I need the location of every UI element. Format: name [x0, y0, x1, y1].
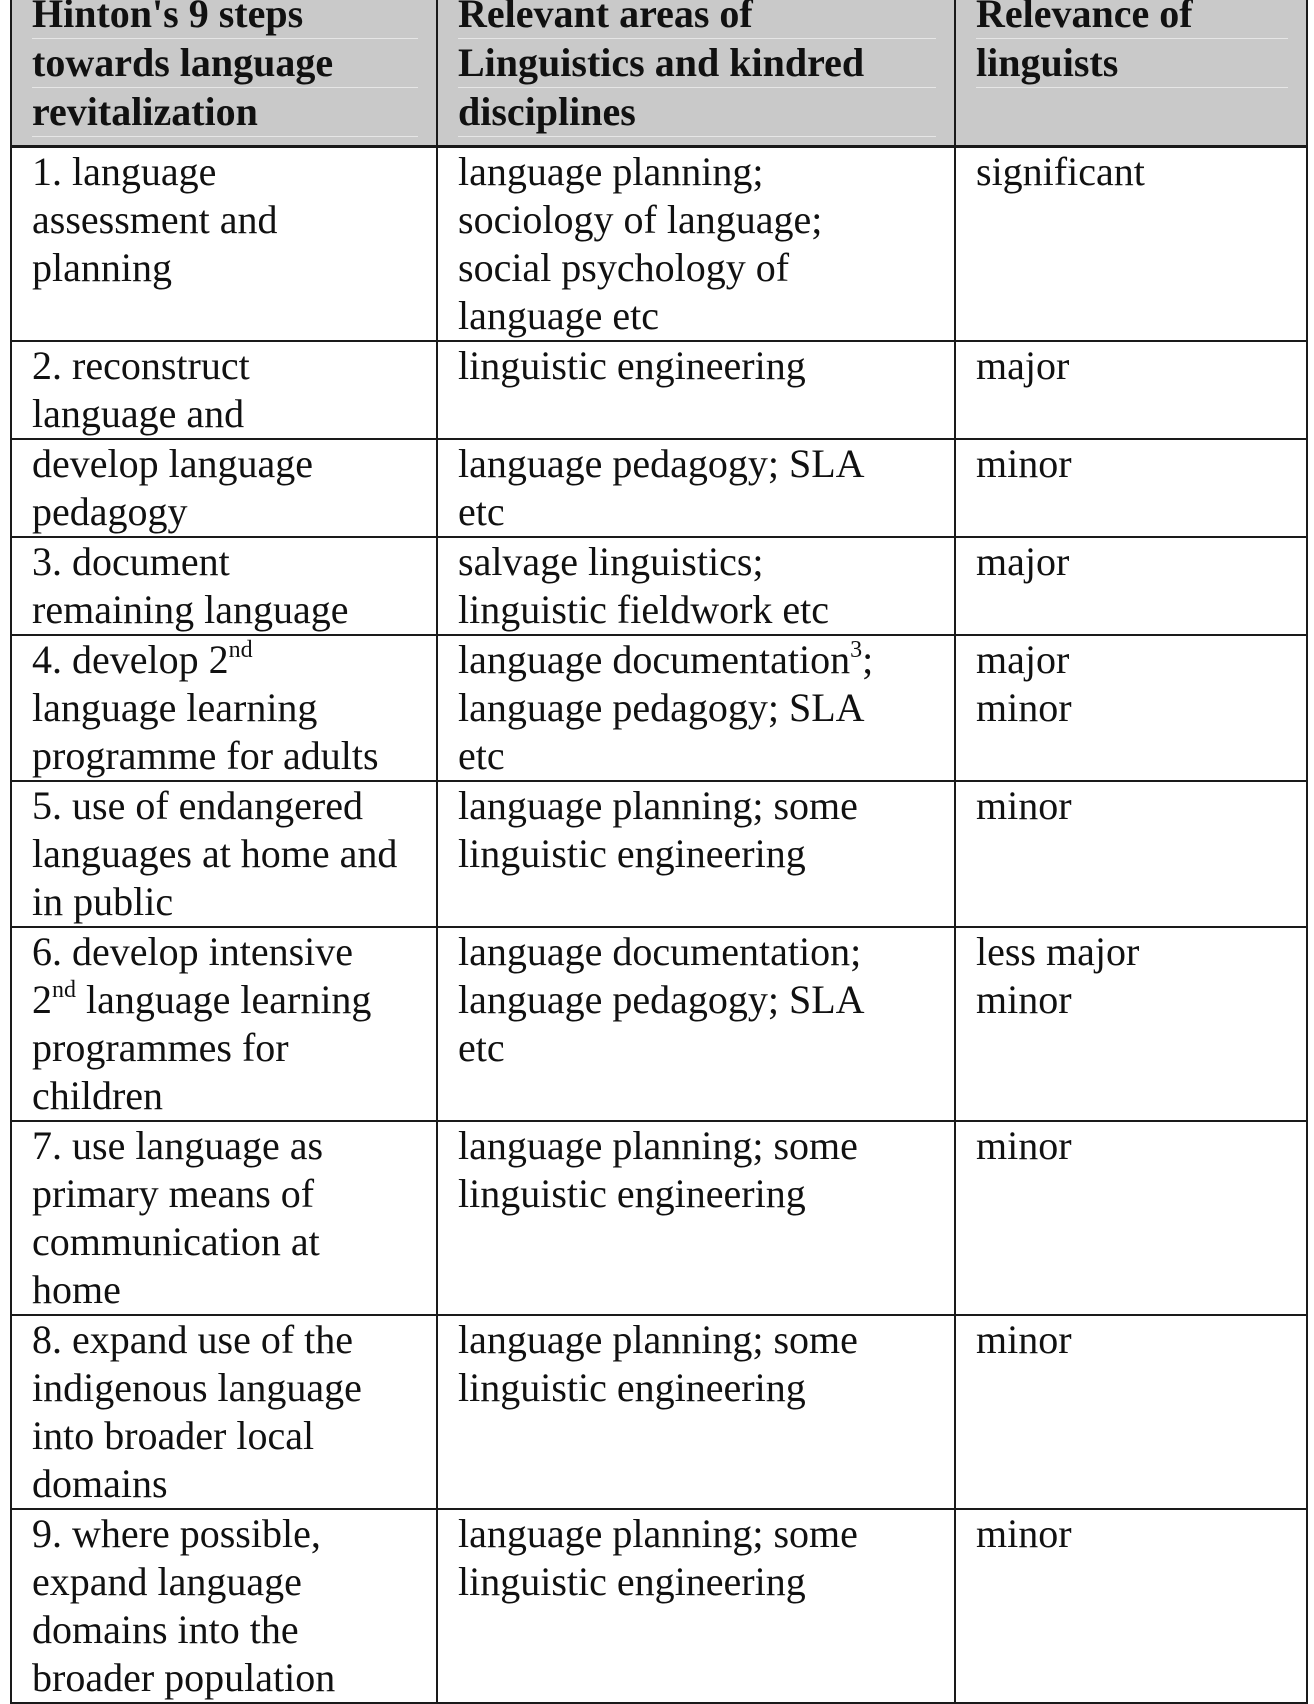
- table-row: [11, 1121, 1307, 1315]
- step-cell: 8. expand use of the indigenous language into broader local domains: [11, 1315, 437, 1509]
- step-cell: 1. language assessment and planning: [11, 147, 437, 342]
- areas-cell: language planning; some linguistic engineering: [437, 1121, 955, 1315]
- areas-cell: salvage linguistics; linguistic fieldwork etc: [437, 537, 955, 635]
- table-row: [11, 147, 1307, 342]
- relevance-cell: major minor: [955, 635, 1307, 781]
- table-row: [11, 927, 1307, 1121]
- areas-cell: language planning; some linguistic engineering: [437, 781, 955, 927]
- areas-cell: linguistic engineering: [437, 341, 955, 439]
- step-cell: develop language pedagogy: [11, 439, 437, 537]
- table-container: [10, 0, 1306, 1704]
- header-steps: Hinton's 9 steps towards language revitalization: [11, 0, 437, 147]
- superscript: nd: [228, 637, 253, 663]
- areas-cell: language pedagogy; SLA etc: [437, 439, 955, 537]
- table-row: [11, 341, 1307, 439]
- step-cell: 3. document remaining language: [11, 537, 437, 635]
- relevance-cell: minor: [955, 781, 1307, 927]
- step-cell: 4. develop 2nd language learning programme for adults: [11, 635, 437, 781]
- step-cell: 6. develop intensive 2nd language learning programmes for children: [11, 927, 437, 1121]
- revitalization-table: [10, 0, 1308, 1704]
- table-row: [11, 635, 1307, 781]
- relevance-cell: minor: [955, 1121, 1307, 1315]
- step-cell: 9. where possible, expand language domains into the broader population: [11, 1509, 437, 1703]
- areas-cell: language documentation$^3$; language pedagogy; SLA etc: [437, 635, 955, 781]
- step-cell: 2. reconstruct language and: [11, 341, 437, 439]
- relevance-cell: major: [955, 537, 1307, 635]
- relevance-cell: minor: [955, 1315, 1307, 1509]
- header-areas: Relevant areas of Linguistics and kindred disciplines: [437, 0, 955, 147]
- relevance-cell: significant: [955, 147, 1307, 342]
- footnote-marker: 3: [850, 637, 863, 663]
- areas-cell: language documentation; language pedagogy; SLA etc: [437, 927, 955, 1121]
- relevance-cell: less major minor: [955, 927, 1307, 1121]
- relevance-cell: minor: [955, 439, 1307, 537]
- relevance-cell: major: [955, 341, 1307, 439]
- areas-cell: language planning; some linguistic engineering: [437, 1509, 955, 1703]
- header-relevance: Relevance of linguists: [955, 0, 1307, 147]
- superscript: nd: [52, 977, 76, 1003]
- table-row: [11, 537, 1307, 635]
- table-row: [11, 1509, 1307, 1703]
- step-cell: 5. use of endangered languages at home and in public: [11, 781, 437, 927]
- areas-cell: language planning; some linguistic engineering: [437, 1315, 955, 1509]
- relevance-cell: minor: [955, 1509, 1307, 1703]
- areas-cell: language planning; sociology of language; social psychology of language etc: [437, 147, 955, 342]
- table-row: [11, 781, 1307, 927]
- header-row: [11, 0, 1307, 147]
- table-row: [11, 1315, 1307, 1509]
- table-row: [11, 439, 1307, 537]
- step-cell: 7. use language as primary means of communication at home: [11, 1121, 437, 1315]
